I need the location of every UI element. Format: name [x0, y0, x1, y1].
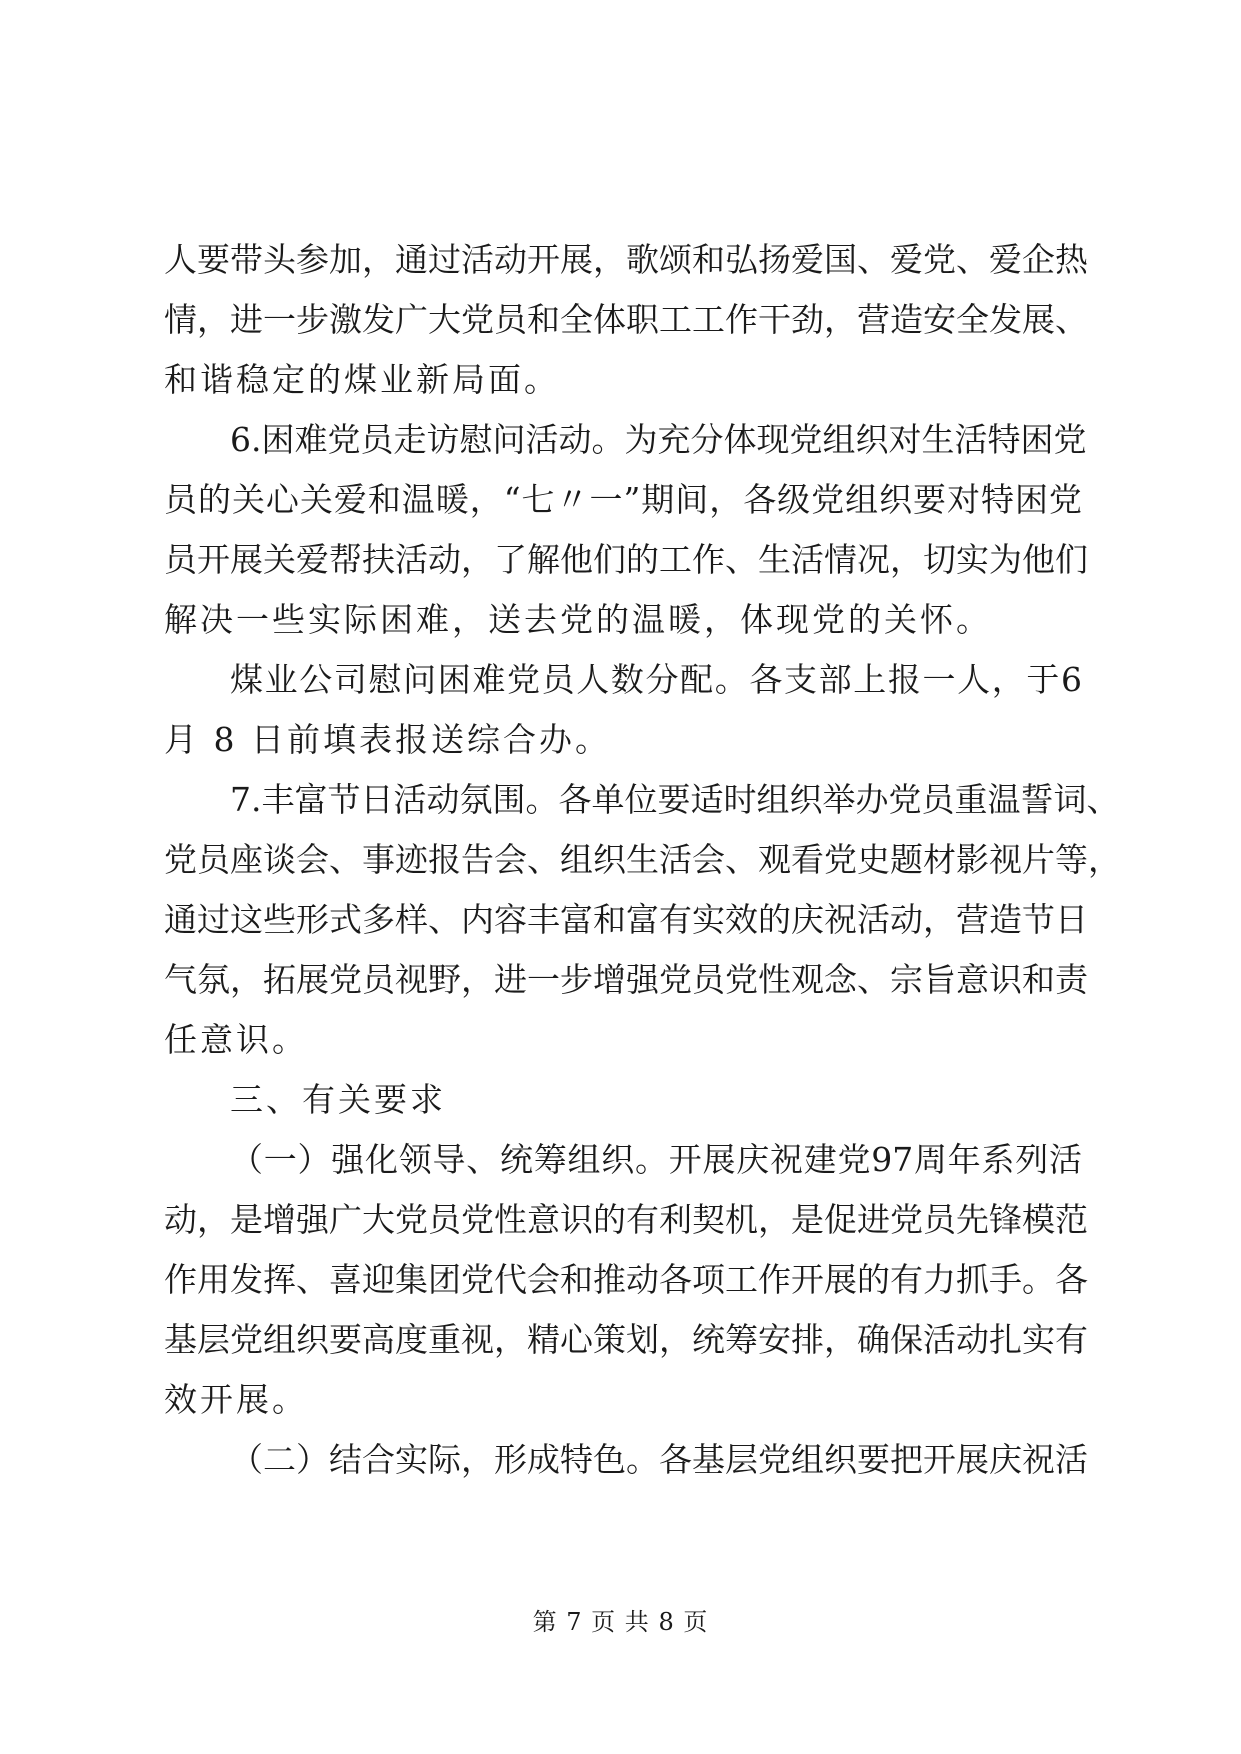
text-line: （ 一 ） 强 化 领 导 、 统 筹 组 织 。 开 展 庆 祝 建 党 97 周 年 系 列 活 [230, 1140, 1082, 1179]
text-line: 党 员 座 谈 会 、 事 迹 报 告 会 、 组 织 生 活 会 、 观 看 党 史 题 材 影 视 片 等 ， [164, 840, 1121, 879]
text-line: 效开展。 [164, 1380, 308, 1419]
text-line: 解决一些实际困难，送去党的温暖，体现党的关怀。 [164, 600, 992, 639]
text-line: 任意识。 [164, 1020, 308, 1059]
text-line: 和谐稳定的煤业新局面。 [164, 360, 560, 399]
text-line: 6. 困 难 党 员 走 访 慰 问 活 动 。 为 充 分 体 现 党 组 织 对 生 活 特 困 党 [230, 420, 1087, 459]
page-footer: 第 7 页 共 8 页 [532, 1608, 709, 1636]
text-line: 情 ， 进 一 步 激 发 广 大 党 员 和 全 体 职 工 工 作 干 劲 ， 营 造 安 全 发 展 、 [164, 300, 1088, 339]
text-line: 通 过 这 些 形 式 多 样 、 内 容 丰 富 和 富 有 实 效 的 庆 祝 活 动 ， 营 造 节 日 [164, 900, 1088, 939]
text-line: （ 二 ） 结 合 实 际 ， 形 成 特 色 。 各 基 层 党 组 织 要 把 开 展 庆 祝 活 [230, 1440, 1088, 1479]
text-line: 月 8 日前填表报送综合办。 [164, 720, 611, 759]
text-line: 基 层 党 组 织 要 高 度 重 视 ， 精 心 策 划 ， 统 筹 安 排 ， 确 保 活 动 扎 实 有 [164, 1320, 1088, 1359]
text-line: 7. 丰 富 节 日 活 动 氛 围 。 各 单 位 要 适 时 组 织 举 办 党 员 重 温 誓 词 、 [230, 780, 1120, 819]
document-body [164, 230, 1121, 1490]
text-line: 三、有关要求 [230, 1080, 446, 1119]
text-line: 员 的 关 心 关 爱 和 温 暖 ， “ 七 〃 一 ” 期 间 ， 各 级 党 组 织 要 对 特 困 党 [164, 480, 1082, 519]
text-line: 人 要 带 头 参 加 ， 通 过 活 动 开 展 ， 歌 颂 和 弘 扬 爱 国 、 爱 党 、 爱 企 热 [164, 240, 1088, 279]
text-line: 员 开 展 关 爱 帮 扶 活 动 ， 了 解 他 们 的 工 作 、 生 活 情 况 ， 切 实 为 他 们 [164, 540, 1088, 579]
text-line: 煤 业 公 司 慰 问 困 难 党 员 人 数 分 配 。 各 支 部 上 报 一 人 ， 于 6 [230, 660, 1082, 699]
text-line: 动 ， 是 增 强 广 大 党 员 党 性 意 识 的 有 利 契 机 ， 是 促 进 党 员 先 锋 模 范 [164, 1200, 1088, 1239]
text-line: 作 用 发 挥 、 喜 迎 集 团 党 代 会 和 推 动 各 项 工 作 开 展 的 有 力 抓 手 。 各 [164, 1260, 1088, 1299]
text-line: 气 氛 ， 拓 展 党 员 视 野 ， 进 一 步 增 强 党 员 党 性 观 念 、 宗 旨 意 识 和 责 [164, 960, 1088, 999]
